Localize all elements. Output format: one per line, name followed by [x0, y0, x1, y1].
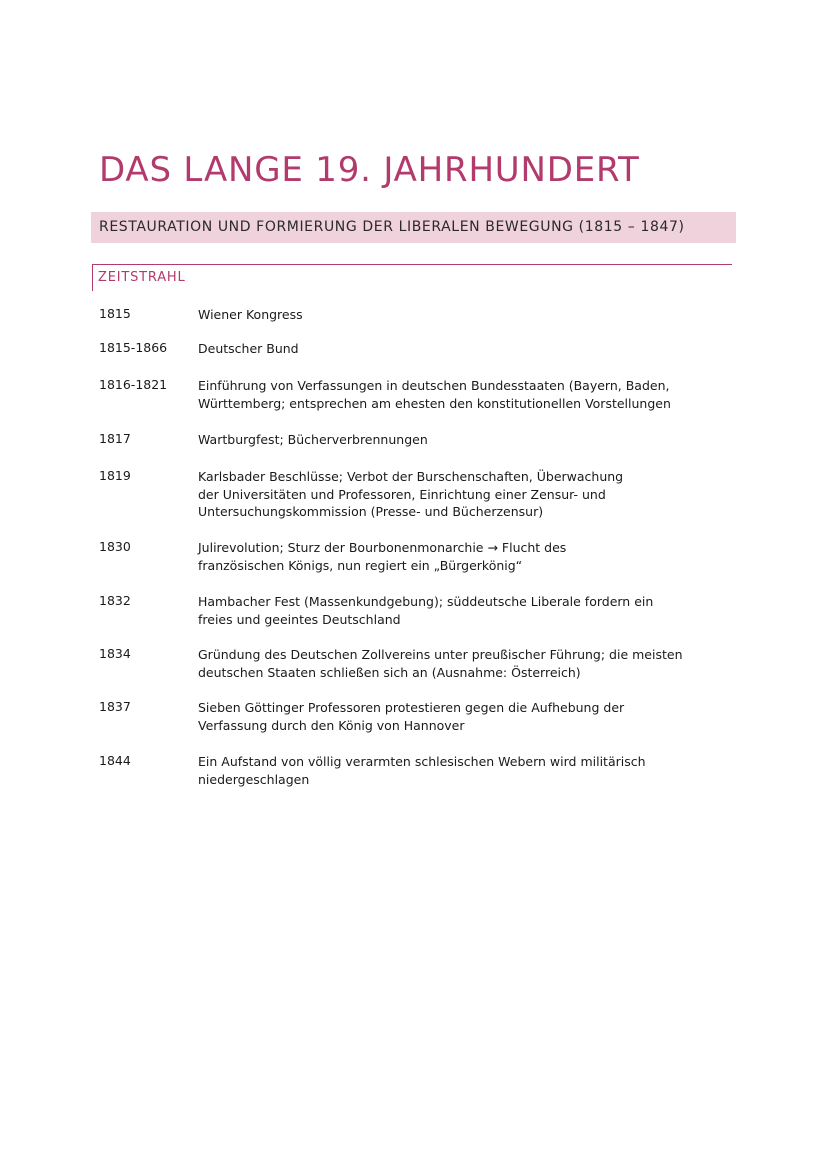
timeline-event-line: Untersuchungskommission (Presse- und Bücherzensur)	[198, 504, 544, 519]
timeline-event	[198, 431, 728, 449]
timeline-year: 1819	[99, 468, 131, 483]
timeline-year: 1844	[99, 753, 131, 768]
timeline-event	[198, 340, 728, 358]
timeline-event-line: der Universitäten und Professoren, Einrichtung einer Zensur- und	[198, 486, 606, 502]
timeline-event-line: französischen Königs, nun regiert ein „Bürgerkönig“	[198, 557, 523, 573]
timeline-event-line: Wartburgfest; Bücherverbrennungen	[198, 432, 428, 447]
section-accent-bar	[92, 264, 93, 291]
timeline-event	[198, 593, 728, 628]
timeline-event-line: Verfassung durch den König von Hannover	[198, 717, 465, 733]
timeline-year: 1837	[99, 699, 131, 714]
timeline-event-line: Karlsbader Beschlüsse; Verbot der Burschenschaften, Überwachung	[198, 469, 624, 484]
timeline-year: 1816-1821	[99, 377, 168, 392]
section-heading: ZEITSTRAHL	[98, 270, 186, 285]
timeline-event-line: Julirevolution; Sturz der Bourbonenmonarchie → Flucht des	[198, 540, 567, 555]
timeline-event-line: freies und geeintes Deutschland	[198, 611, 401, 627]
timeline-event-line: Deutscher Bund	[198, 341, 299, 356]
timeline-year: 1834	[99, 646, 131, 661]
timeline-event	[198, 306, 728, 324]
timeline-event-line: Sieben Göttinger Professoren protestieren gegen die Aufhebung der	[198, 700, 625, 715]
timeline-year: 1832	[99, 593, 131, 608]
timeline-event	[198, 468, 728, 521]
subtitle-band	[91, 212, 736, 243]
timeline-year: 1817	[99, 431, 131, 446]
page-title: DAS LANGE 19. JAHRHUNDERT	[99, 150, 640, 190]
timeline-event	[198, 377, 728, 412]
timeline-event	[198, 753, 728, 788]
timeline-event-line: Wiener Kongress	[198, 307, 303, 322]
timeline-year: 1830	[99, 539, 131, 554]
timeline-event	[198, 539, 728, 574]
section-divider	[92, 264, 732, 265]
timeline-event-line: Hambacher Fest (Massenkundgebung); süddeutsche Liberale fordern ein	[198, 594, 654, 609]
timeline-event-line: Ein Aufstand von völlig verarmten schlesischen Webern wird militärisch	[198, 754, 646, 769]
timeline-event	[198, 699, 728, 734]
timeline-year: 1815-1866	[99, 340, 168, 355]
timeline-year: 1815	[99, 306, 131, 321]
timeline-event-line: Einführung von Verfassungen in deutschen Bundesstaaten (Bayern, Baden,	[198, 378, 670, 393]
timeline-event-line: Gründung des Deutschen Zollvereins unter preußischer Führung; die meisten	[198, 647, 683, 662]
timeline-event-line: niedergeschlagen	[198, 771, 310, 787]
timeline-event-line: deutschen Staaten schließen sich an (Ausnahme: Österreich)	[198, 664, 581, 680]
timeline-event-line: Württemberg; entsprechen am ehesten den konstitutionellen Vorstellungen	[198, 395, 671, 411]
page-subtitle: RESTAURATION UND FORMIERUNG DER LIBERALEN BEWEGUNG (1815 – 1847)	[99, 219, 685, 235]
timeline-event	[198, 646, 728, 681]
